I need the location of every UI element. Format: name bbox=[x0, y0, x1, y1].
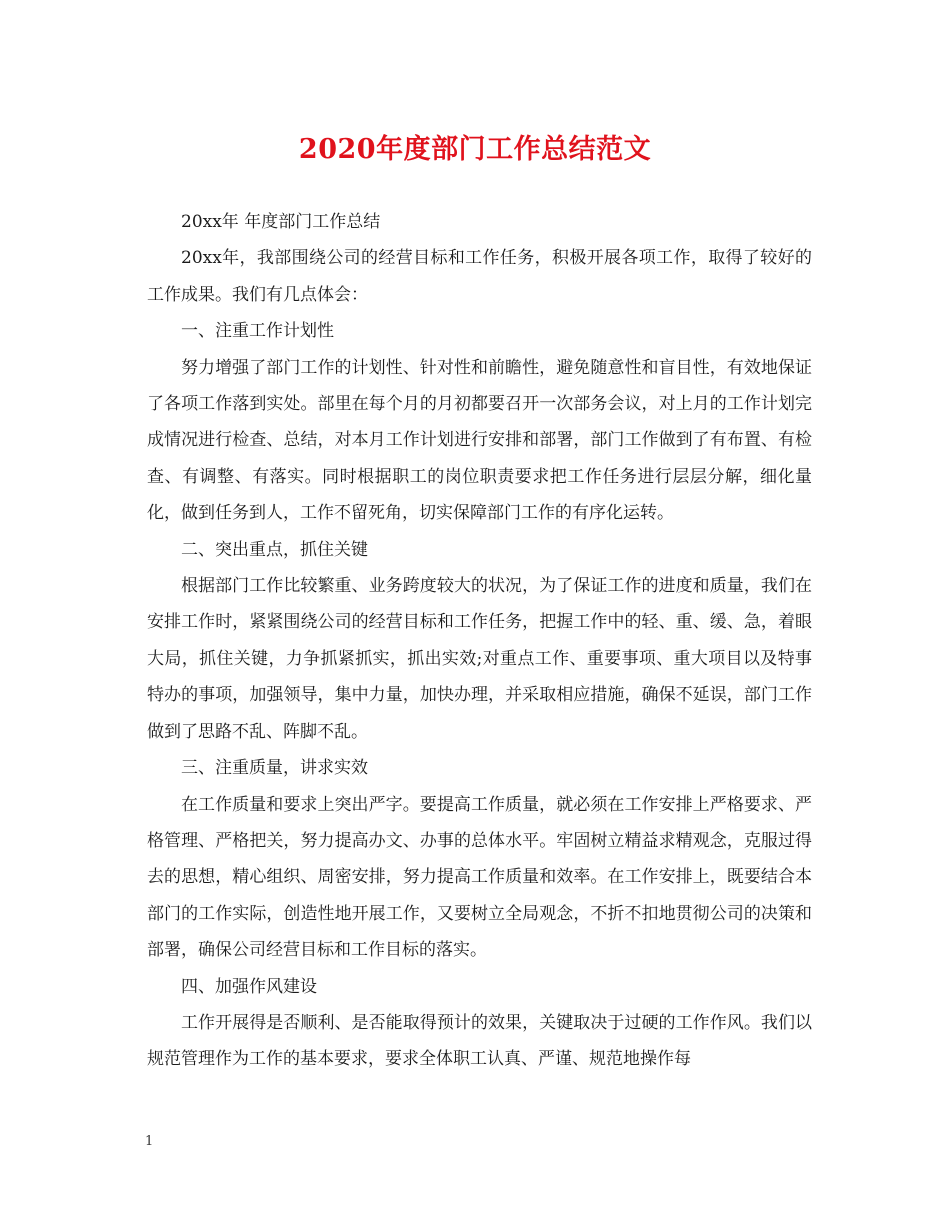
section-heading-4: 四、加强作风建设 bbox=[181, 976, 317, 997]
paragraph-subtitle: 20xx年 年度部门工作总结 bbox=[181, 212, 381, 232]
paragraph-section-4: 工作开展得是否顺利、是否能取得预计的效果，关键取决于过硬的工作作风。我们以规范管理作为工作的基本要求，要求全体职工认真、严谨、规范地操作每 bbox=[147, 1012, 812, 1070]
document-body bbox=[147, 204, 812, 1078]
paragraph-section-3: 在工作质量和要求上突出严字。要提高工作质量，就必须在工作安排上严格要求、严格管理、严格把关，努力提高办文、办事的总体水平。牢固树立精益求精观念，克服过得去的思想，精心组织、周密安排，努力提高工作质量和效率。在工作安排上，既要结合本部门的工作实际，创造性地开展工作，又要树立全局观念，不折不扣地贯彻公司的决策和部署，确保公司经营目标和工作目标的落实。 bbox=[147, 794, 812, 961]
page-number: 1 bbox=[145, 1134, 154, 1149]
paragraph-section-1: 努力增强了部门工作的计划性、针对性和前瞻性，避免随意性和盲目性，有效地保证了各项工作落到实处。部里在每个月的月初都要召开一次部务会议，对上月的工作计划完成情况进行检查、总结，对本月工作计划进行安排和部署，部门工作做到了有布置、有检查、有调整、有落实。同时根据职工的岗位职责要求把工作任务进行层层分解，细化量化，做到任务到人，工作不留死角，切实保障部门工作的有序化运转。 bbox=[147, 357, 812, 524]
paragraph-section-2: 根据部门工作比较繁重、业务跨度较大的状况，为了保证工作的进度和质量，我们在安排工作时，紧紧围绕公司的经营目标和工作任务，把握工作中的轻、重、缓、急，着眼大局，抓住关键，力争抓紧抓实，抓出实效;对重点工作、重要事项、重大项目以及特事特办的事项，加强领导，集中力量，加快办理，并采取相应措施，确保不延误，部门工作做到了思路不乱、阵脚不乱。 bbox=[147, 576, 812, 742]
document-title: 2020年度部门工作总结范文 bbox=[298, 134, 652, 165]
section-heading-1: 一、注重工作计划性 bbox=[181, 321, 334, 342]
paragraph-intro: 20xx年，我部围绕公司的经营目标和工作任务，积极开展各项工作，取得了较好的工作成果。我们有几点体会： bbox=[147, 248, 812, 305]
section-heading-2: 二、突出重点，抓住关键 bbox=[181, 539, 368, 560]
section-heading-3: 三、注重质量，讲求实效 bbox=[181, 758, 368, 779]
